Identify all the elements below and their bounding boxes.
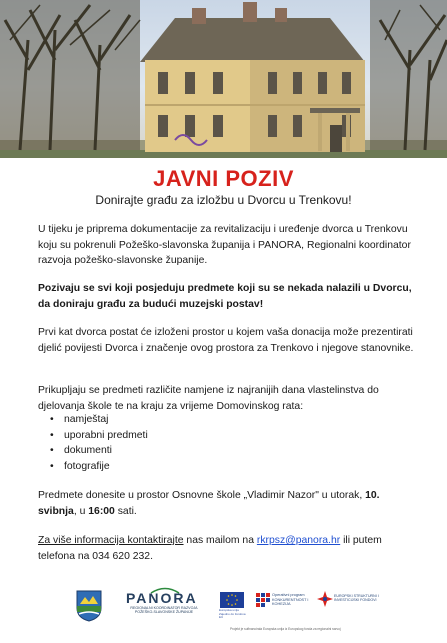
page-title: JAVNI POZIV xyxy=(153,166,294,191)
chimney xyxy=(192,8,206,24)
esi-funds-icon xyxy=(316,590,334,608)
cofinancing-footnote: Projekt je sufinancirala Europska unija iz Europskog fonda za regionalni razvoj xyxy=(230,627,341,631)
item-list xyxy=(50,412,350,474)
dropoff-date: 10. svibnja xyxy=(38,490,380,517)
contact-paragraph xyxy=(38,533,416,564)
chimney xyxy=(275,8,287,22)
list-item: • uporabni predmeti xyxy=(50,428,350,444)
contact-text: ili putem telefona na 034 620 232. xyxy=(38,535,382,562)
contact-lead: Za više informacija kontaktirajte xyxy=(38,535,184,546)
chimney xyxy=(243,2,257,22)
dropoff-text: Predmete donesite u prostor Osnovne škole „Vladimir Nazor" u utorak, xyxy=(38,490,366,501)
list-item: • dokumenti xyxy=(50,443,350,459)
dropoff-text: , u xyxy=(73,505,89,517)
panora-logo-text: PANORA xyxy=(126,590,198,606)
email-link[interactable]: rkrpsz@panora.hr xyxy=(256,535,341,546)
eu-flag-icon xyxy=(220,592,244,608)
coat-of-arms-icon xyxy=(76,590,102,622)
list-item: • namještaj xyxy=(50,412,350,428)
contact-text: nas mailom na xyxy=(183,535,257,546)
kk-program-icon xyxy=(256,593,270,607)
balcony xyxy=(310,108,360,113)
manor-illustration xyxy=(0,0,447,158)
intro-paragraph: U tijeku je priprema dokumentacije za revitalizaciju i uređenje dvorca u Trenkovu koju su pokrenuli Požeško-slavonska županija i PANORA, Regionalni koordinator razvoja požeško-slavonske županije. xyxy=(38,224,411,267)
eu-caption: Europska unija Zajedno do fondova EU xyxy=(219,608,246,620)
dropoff-paragraph xyxy=(38,488,416,519)
trees-right xyxy=(370,0,447,150)
call-paragraph: Pozivaju se svi koji posjeduju predmete koji su se nekada nalazili u Dvorcu, da doniraju građu za budući muzejski postav! xyxy=(38,283,412,310)
manor-photo xyxy=(0,0,447,158)
trees-left xyxy=(0,0,140,150)
esi-funds-text: EUROPSKI STRUKTURNI I INVESTICIJSKI FONDOVI xyxy=(334,594,379,603)
exhibition-paragraph: Prvi kat dvorca postat će izloženi prostor u kojem vaša donacija može prezentirati djelić povijesti Dvorca i značenje ovog prostora za Trenkovo i njegove stanovnike. xyxy=(38,327,414,354)
manor-door xyxy=(330,125,342,152)
kk-program-text: Operativni program KONKURENTNOST I KOHEZIJA xyxy=(272,593,309,607)
dropoff-text: sati. xyxy=(114,505,137,517)
page-subtitle: Donirajte građu za izložbu u Dvorcu u Trenkovu! xyxy=(95,193,352,207)
list-item: • fotografije xyxy=(50,459,350,475)
manor-roof xyxy=(140,18,365,62)
panora-logo-subtitle: REGIONALNI KOORDINATOR RAZVOJA POŽEŠKO-SLAVONSKE ŽUPANIJE xyxy=(130,606,198,615)
dropoff-time: 16:00 xyxy=(88,505,115,517)
items-paragraph: Prikupljaju se predmeti različite namjene iz najranijih dana vlastelinstva do djelovanja škole te na kraju za vrijeme Domovinskog rata: xyxy=(38,385,379,412)
